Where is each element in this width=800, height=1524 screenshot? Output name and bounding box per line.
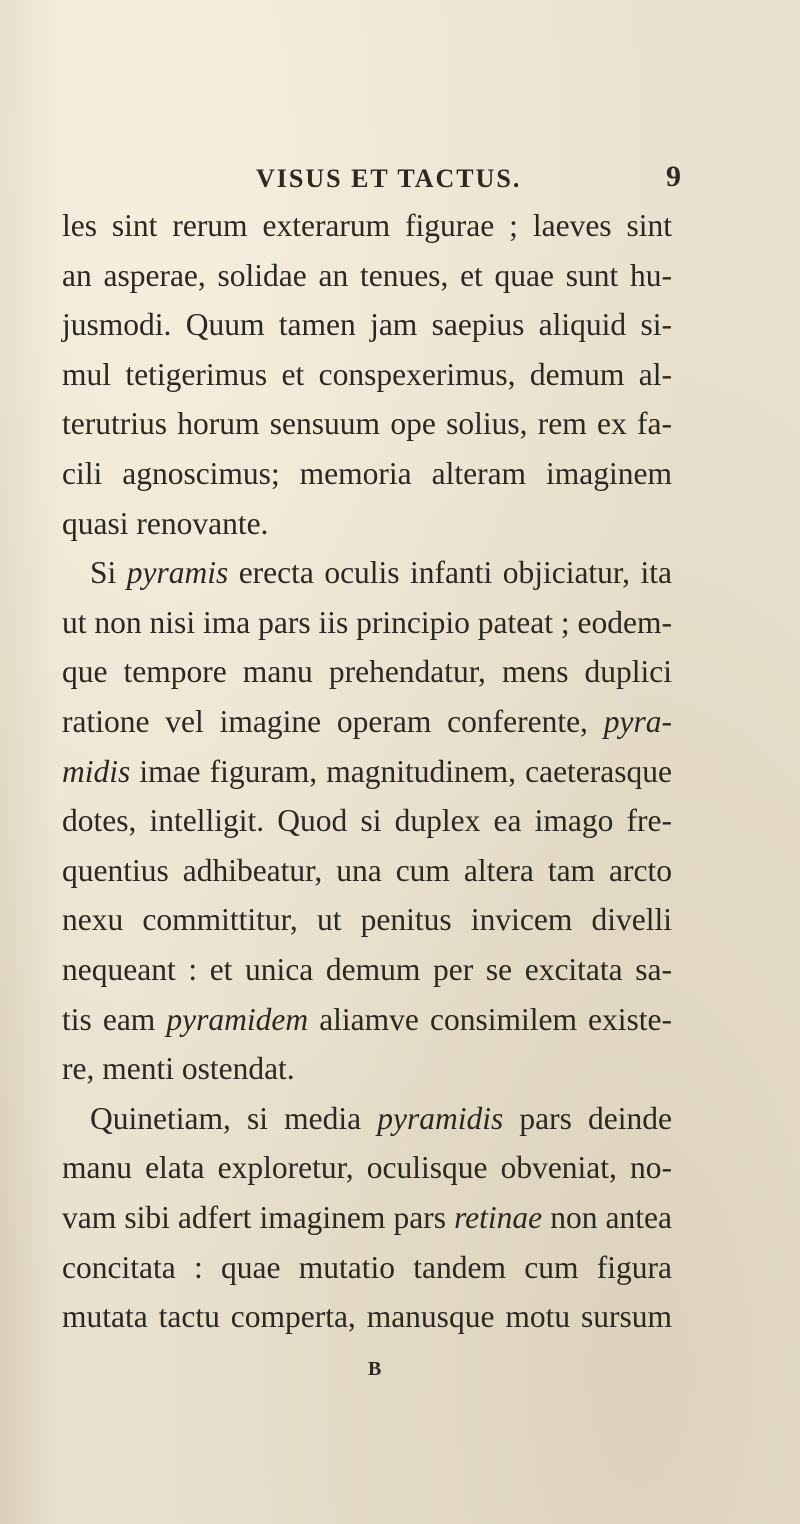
text-segment: nexu committitur, ut penitus invicem divelli	[62, 902, 672, 938]
italic-term: pyramidis	[377, 1100, 504, 1136]
text-segment: Quinetiam, si media	[90, 1100, 378, 1136]
text-line	[62, 305, 672, 345]
text-line	[62, 1148, 672, 1188]
text-segment: vam sibi adfert imaginem pars	[62, 1200, 455, 1235]
text-segment: an asperae, solidae an tenues, et quae sunt hu-	[62, 257, 672, 293]
text-line	[62, 1049, 295, 1089]
text-segment: dotes, intelligit. Quod si duplex ea imago fre-	[62, 803, 672, 839]
text-line	[62, 752, 672, 792]
text-segment: manu elata exploretur, oculisque obveniat, no-	[62, 1150, 672, 1186]
text-segment: terutrius horum sensuum ope solius, rem ex fa-	[62, 406, 672, 442]
text-segment: pars deinde	[503, 1100, 672, 1136]
text-segment: re, menti ostendat.	[62, 1051, 295, 1087]
text-segment: mutata tactu comperta, manusque motu sursum	[62, 1299, 672, 1335]
text-segment: aliamve consimilem existe-	[308, 1001, 672, 1037]
text-line	[62, 1000, 672, 1040]
text-line	[62, 1297, 672, 1337]
text-line	[62, 355, 672, 395]
text-line	[62, 504, 268, 544]
text-segment: les sint rerum exterarum figurae ; laeves sint	[62, 208, 672, 243]
text-line	[62, 851, 672, 891]
text-line	[62, 900, 672, 940]
italic-term: pyra-	[603, 704, 672, 739]
text-segment: Si	[90, 555, 127, 591]
text-segment: erecta oculis infanti objiciatur, ita	[228, 555, 672, 591]
text-line	[62, 603, 672, 643]
text-line	[62, 652, 672, 692]
text-line	[90, 553, 672, 593]
text-line	[62, 404, 672, 444]
text-segment: quasi renovante.	[62, 505, 269, 541]
italic-term: pyramis	[126, 555, 229, 591]
text-line	[62, 702, 672, 742]
italic-term: pyramidem	[166, 1001, 309, 1037]
text-line	[62, 950, 672, 990]
running-head: VISUS ET TACTUS.	[256, 164, 522, 193]
text-line	[62, 801, 672, 841]
text-segment: mul tetigerimus et conspexerimus, demum al-	[62, 356, 672, 392]
text-segment: que tempore manu prehendatur, mens duplici	[62, 654, 672, 690]
italic-term: midis	[62, 753, 131, 789]
text-segment: concitata : quae mutatio tandem cum figura	[62, 1249, 672, 1285]
page-number: 9	[666, 160, 681, 193]
text-line	[62, 256, 672, 296]
text-segment: jusmodi. Quum tamen jam saepius aliquid si-	[62, 307, 672, 343]
text-segment: ratione vel imagine operam conferente,	[62, 704, 604, 739]
text-line	[62, 1248, 672, 1288]
text-segment: tis eam	[62, 1001, 167, 1037]
text-segment: non antea	[542, 1200, 672, 1235]
text-line	[62, 1198, 672, 1238]
text-segment: imae figuram, magnitudinem, caeterasque	[130, 753, 672, 789]
text-line	[62, 454, 672, 494]
text-line	[62, 206, 672, 246]
text-segment: ut non nisi ima pars iis principio pateat ; eodem-	[62, 604, 672, 640]
signature-mark: B	[368, 1358, 382, 1380]
text-segment: nequeant : et unica demum per se excitata sa-	[62, 952, 672, 987]
italic-term: retinae	[454, 1200, 543, 1235]
text-segment: quentius adhibeatur, una cum altera tam arcto	[62, 852, 672, 888]
text-line	[90, 1099, 672, 1139]
text-segment: cili agnoscimus; memoria alteram imaginem	[62, 456, 672, 491]
